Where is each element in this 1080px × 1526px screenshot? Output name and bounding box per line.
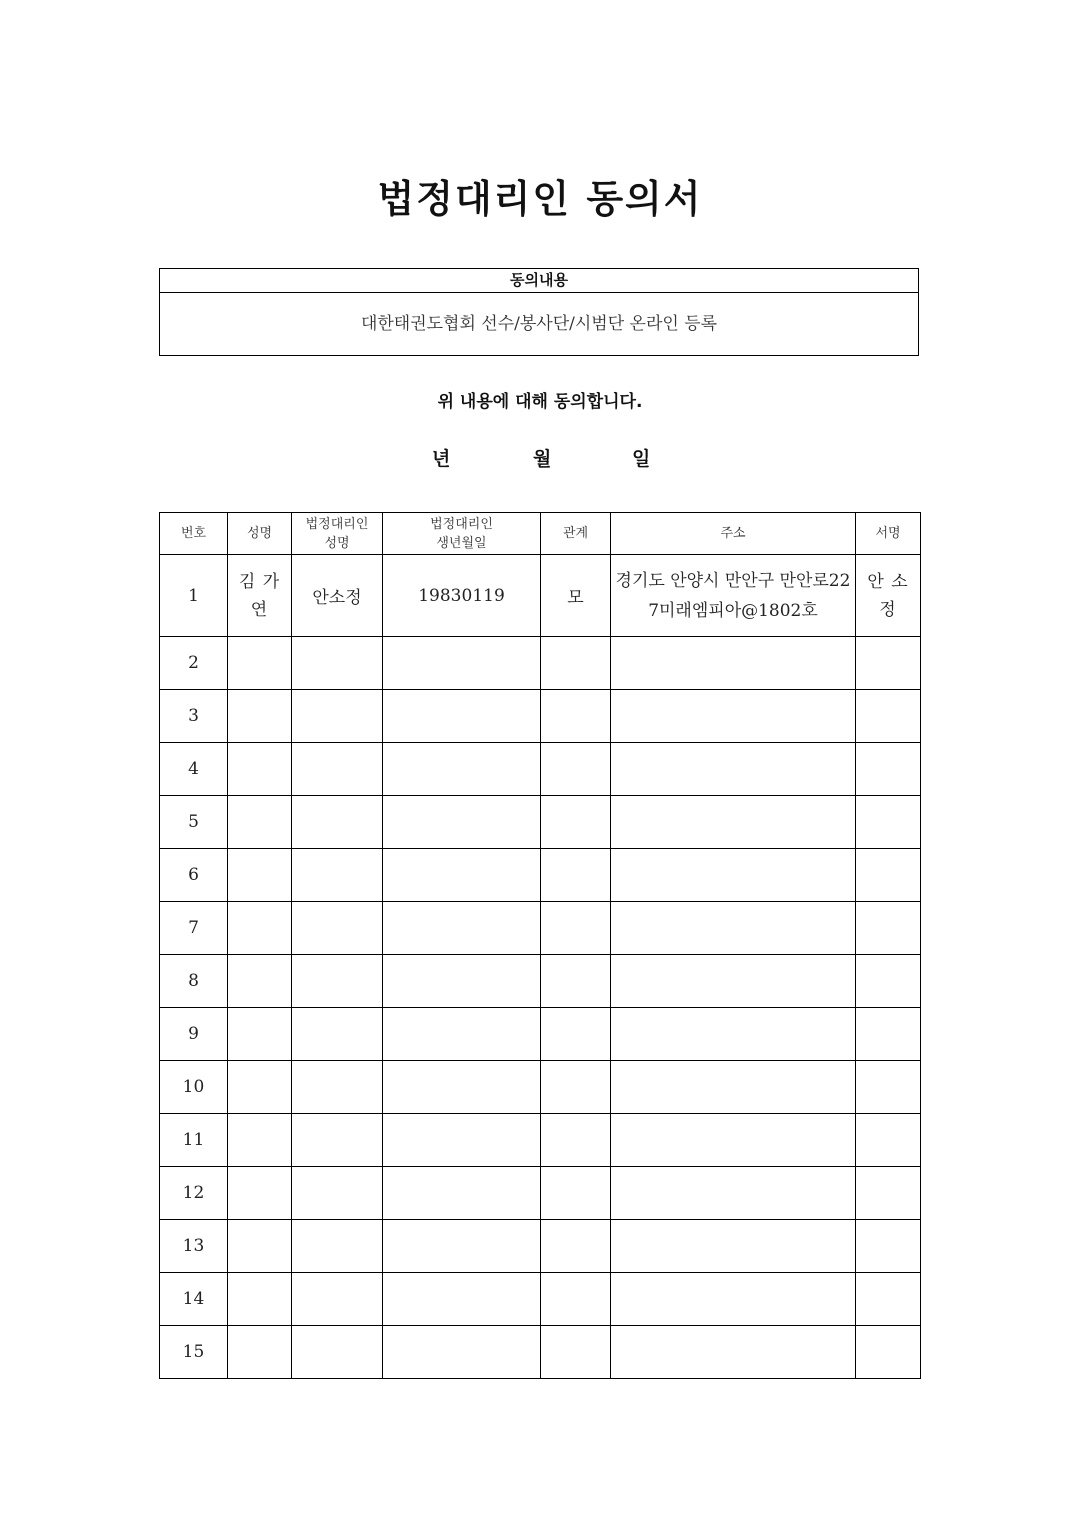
- cell-address: [611, 1114, 856, 1167]
- cell-relation: [541, 743, 611, 796]
- table-row: [160, 743, 921, 796]
- cell-no: 11: [160, 1114, 228, 1167]
- cell-relation: [541, 955, 611, 1008]
- cell-signature: [856, 1273, 921, 1326]
- cell-rep-birth: [383, 796, 541, 849]
- cell-rep-birth: [383, 743, 541, 796]
- cell-relation: [541, 637, 611, 690]
- header-rep-birth-line1: 법정대리인: [430, 516, 493, 532]
- cell-name: [228, 849, 292, 902]
- cell-rep-name: [292, 1008, 383, 1061]
- cell-address: [611, 1220, 856, 1273]
- table-row: [160, 849, 921, 902]
- table-header-row: [160, 513, 921, 555]
- cell-signature: [856, 1114, 921, 1167]
- cell-relation: [541, 1220, 611, 1273]
- cell-signature: [856, 637, 921, 690]
- cell-relation: [541, 1114, 611, 1167]
- consent-header: 동의내용: [160, 269, 918, 293]
- table-row: [160, 637, 921, 690]
- cell-address: [611, 1008, 856, 1061]
- cell-relation: [541, 1273, 611, 1326]
- cell-signature: [856, 796, 921, 849]
- cell-signature: [856, 902, 921, 955]
- cell-no: 10: [160, 1061, 228, 1114]
- cell-address: [611, 1326, 856, 1379]
- date-year-label: 년: [432, 448, 451, 470]
- cell-signature: [856, 1008, 921, 1061]
- table-row: [160, 796, 921, 849]
- header-name: 성명: [228, 513, 292, 555]
- consent-box: [159, 268, 919, 356]
- table-row: [160, 1167, 921, 1220]
- table-row: [160, 690, 921, 743]
- cell-rep-name: [292, 1061, 383, 1114]
- cell-relation: [541, 1008, 611, 1061]
- cell-relation: [541, 1326, 611, 1379]
- table-row: [160, 902, 921, 955]
- cell-address: [611, 1061, 856, 1114]
- cell-rep-name: [292, 902, 383, 955]
- cell-name: [228, 902, 292, 955]
- cell-no: 12: [160, 1167, 228, 1220]
- cell-rep-birth: [383, 1220, 541, 1273]
- cell-relation: [541, 796, 611, 849]
- cell-signature: [856, 1326, 921, 1379]
- representative-table: [159, 512, 921, 1379]
- cell-rep-name: [292, 743, 383, 796]
- cell-no: 14: [160, 1273, 228, 1326]
- cell-name: [228, 1167, 292, 1220]
- table-row: [160, 1061, 921, 1114]
- cell-rep-name: [292, 1114, 383, 1167]
- cell-rep-name: [292, 849, 383, 902]
- cell-address: [611, 637, 856, 690]
- header-address: 주소: [611, 513, 856, 555]
- cell-rep-name: [292, 690, 383, 743]
- cell-rep-name: [292, 1326, 383, 1379]
- cell-relation: 모: [541, 555, 611, 637]
- cell-signature: [856, 743, 921, 796]
- cell-rep-birth: [383, 1326, 541, 1379]
- cell-no: 2: [160, 637, 228, 690]
- cell-rep-name: [292, 637, 383, 690]
- cell-no: 3: [160, 690, 228, 743]
- table-row: [160, 1220, 921, 1273]
- cell-rep-birth: [383, 1061, 541, 1114]
- cell-relation: [541, 690, 611, 743]
- cell-address: [611, 955, 856, 1008]
- cell-relation: [541, 849, 611, 902]
- header-rep-name-line2: 성명: [324, 535, 350, 551]
- cell-name: [228, 1008, 292, 1061]
- cell-signature: [856, 849, 921, 902]
- cell-address: [611, 743, 856, 796]
- header-rep-birth-line2: 생년월일: [436, 535, 487, 551]
- cell-address: [611, 1167, 856, 1220]
- cell-rep-birth: [383, 1008, 541, 1061]
- date-day-label: 일: [632, 448, 651, 470]
- cell-rep-name: 안소정: [292, 555, 383, 637]
- cell-rep-birth: [383, 1167, 541, 1220]
- cell-name: [228, 1114, 292, 1167]
- cell-relation: [541, 1061, 611, 1114]
- cell-name: [228, 1061, 292, 1114]
- table-row: [160, 1273, 921, 1326]
- date-row: [0, 444, 1080, 474]
- table-row: [160, 1114, 921, 1167]
- cell-name: [228, 690, 292, 743]
- cell-rep-birth: [383, 902, 541, 955]
- cell-rep-birth: 19830119: [383, 555, 541, 637]
- cell-no: 5: [160, 796, 228, 849]
- cell-name: [228, 796, 292, 849]
- cell-relation: [541, 902, 611, 955]
- cell-rep-birth: [383, 637, 541, 690]
- agree-statement: 위 내용에 대해 동의합니다.: [437, 392, 643, 412]
- cell-no: 6: [160, 849, 228, 902]
- header-rep-birth: [383, 513, 541, 555]
- cell-no: 1: [160, 555, 228, 637]
- cell-address: [611, 902, 856, 955]
- cell-no: 4: [160, 743, 228, 796]
- cell-address: [611, 796, 856, 849]
- cell-rep-name: [292, 1220, 383, 1273]
- cell-rep-birth: [383, 849, 541, 902]
- date-month-label: 월: [533, 448, 552, 470]
- cell-name: [228, 1220, 292, 1273]
- cell-name: [228, 1326, 292, 1379]
- cell-address: 경기도 안양시 만안구 만안로227미래엠피아@1802호: [611, 555, 856, 637]
- cell-name: [228, 955, 292, 1008]
- header-no: 번호: [160, 513, 228, 555]
- header-rep-name-line1: 법정대리인: [305, 516, 369, 532]
- cell-rep-name: [292, 1167, 383, 1220]
- cell-address: [611, 1273, 856, 1326]
- cell-rep-birth: [383, 955, 541, 1008]
- cell-address: [611, 849, 856, 902]
- header-signature: 서명: [856, 513, 921, 555]
- header-relation: 관계: [541, 513, 611, 555]
- table-row: [160, 1008, 921, 1061]
- cell-rep-name: [292, 796, 383, 849]
- cell-signature: [856, 955, 921, 1008]
- cell-signature: 안 소 정: [856, 555, 921, 637]
- cell-name: [228, 743, 292, 796]
- header-rep-name: [292, 513, 383, 555]
- cell-rep-name: [292, 1273, 383, 1326]
- consent-content: 대한태권도협회 선수/봉사단/시범단 온라인 등록: [360, 314, 718, 334]
- cell-no: 7: [160, 902, 228, 955]
- document-title: 법정대리인 동의서: [377, 177, 703, 221]
- cell-no: 13: [160, 1220, 228, 1273]
- cell-signature: [856, 1061, 921, 1114]
- cell-relation: [541, 1167, 611, 1220]
- cell-no: 8: [160, 955, 228, 1008]
- cell-name: 김 가 연: [228, 555, 292, 637]
- cell-rep-birth: [383, 1114, 541, 1167]
- table-row: [160, 555, 921, 637]
- cell-no: 9: [160, 1008, 228, 1061]
- cell-name: [228, 1273, 292, 1326]
- cell-rep-birth: [383, 1273, 541, 1326]
- cell-no: 15: [160, 1326, 228, 1379]
- cell-signature: [856, 1167, 921, 1220]
- table-row: [160, 955, 921, 1008]
- cell-address: [611, 690, 856, 743]
- cell-signature: [856, 690, 921, 743]
- cell-rep-birth: [383, 690, 541, 743]
- cell-rep-name: [292, 955, 383, 1008]
- cell-signature: [856, 1220, 921, 1273]
- table-row: [160, 1326, 921, 1379]
- cell-name: [228, 637, 292, 690]
